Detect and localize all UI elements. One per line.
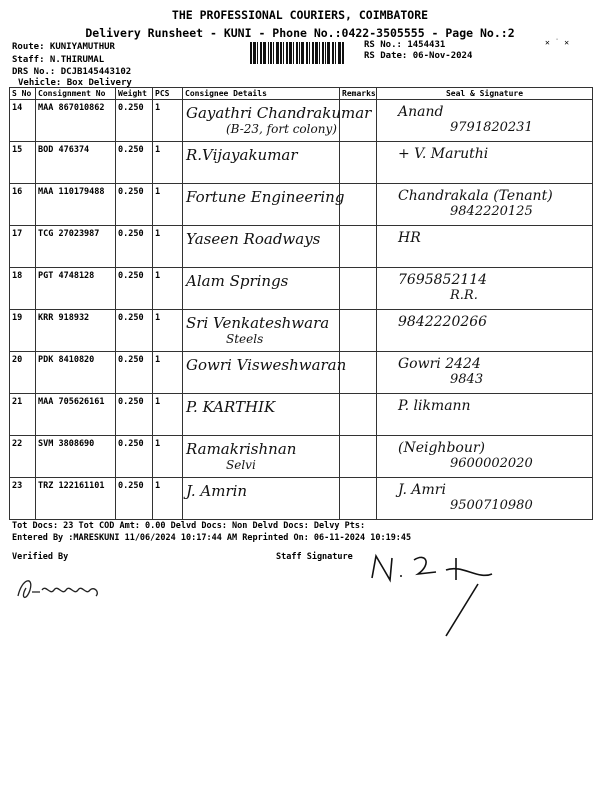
cell-consignment-no-value: PGT 4748128 — [38, 271, 95, 281]
handwritten-phone: R.R. — [450, 288, 478, 303]
cell-consignment-no-value: MAA 867010862 — [38, 103, 105, 113]
cell-pcs-value: 1 — [155, 313, 161, 323]
handwritten-consignee: Gowri Visweshwaran — [186, 356, 347, 374]
cell-weight-value: 0.250 — [118, 481, 144, 491]
cell-sno-value: 19 — [12, 313, 23, 323]
table-row — [10, 268, 593, 310]
cell-sno-value: 20 — [12, 355, 23, 365]
corner-marks: ✕ ˙ ✕ — [545, 38, 570, 47]
handwritten-consignee: Sri Venkateshwara — [186, 314, 330, 332]
cell-weight-value: 0.250 — [118, 439, 144, 449]
handwritten-signature: Chandrakala (Tenant) — [398, 188, 553, 204]
handwritten-consignee: Gayathri Chandrakumar — [186, 104, 372, 122]
handwritten-consignee: Fortune Engineering — [186, 188, 345, 206]
cell-consignment-no — [36, 184, 116, 226]
col-header-consignee: Consignee Details — [183, 88, 340, 100]
cell-sno-value: 15 — [12, 145, 23, 155]
drs-label: DRS No.: DCJB145443102 — [12, 67, 132, 77]
cell-consignment-no — [36, 226, 116, 268]
cell-pcs — [153, 100, 183, 142]
handwritten-phone: 9500710980 — [450, 498, 533, 513]
table-row — [10, 142, 593, 184]
handwritten-consignee: Yaseen Roadways — [186, 230, 321, 248]
cell-sno — [10, 142, 36, 184]
cell-weight — [116, 310, 153, 352]
col-header-signature: Seal & Signature — [377, 88, 593, 100]
rs-date: RS Date: 06-Nov-2024 — [364, 51, 473, 61]
cell-sno — [10, 352, 36, 394]
verified-signature — [12, 568, 112, 608]
cell-pcs-value: 1 — [155, 229, 161, 239]
cell-weight-value: 0.250 — [118, 397, 144, 407]
cell-consignment-no-value: TRZ 122161101 — [38, 481, 105, 491]
cell-sno — [10, 100, 36, 142]
handwritten-phone: 9843 — [450, 372, 484, 387]
handwritten-consignee: P. KARTHIK — [186, 398, 276, 416]
cell-remarks — [340, 226, 377, 268]
cell-pcs — [153, 436, 183, 478]
handwritten-consignee-line2: Selvi — [226, 458, 256, 472]
cell-pcs — [153, 310, 183, 352]
cell-remarks — [340, 478, 377, 520]
cell-sno-value: 21 — [12, 397, 23, 407]
vehicle-label: Vehicle: Box Delivery — [18, 78, 132, 88]
cell-consignment-no-value: MAA 110179488 — [38, 187, 105, 197]
cell-weight-value: 0.250 — [118, 187, 144, 197]
col-header-remarks: Remarks — [340, 88, 377, 100]
handwritten-signature: P. likmann — [398, 398, 471, 414]
runsheet-title: THE PROFESSIONAL COURIERS, COIMBATORE — [171, 8, 429, 22]
cell-pcs-value: 1 — [155, 271, 161, 281]
cell-consignment-no — [36, 478, 116, 520]
cell-remarks — [340, 310, 377, 352]
cell-consignment-no — [36, 142, 116, 184]
cell-remarks — [340, 142, 377, 184]
cell-sno-value: 16 — [12, 187, 23, 197]
cell-consignment-no — [36, 100, 116, 142]
cell-consignment-no — [36, 352, 116, 394]
cell-consignment-no — [36, 310, 116, 352]
handwritten-phone: 9791820231 — [450, 120, 533, 135]
barcode — [250, 42, 360, 64]
cell-pcs-value: 1 — [155, 397, 161, 407]
cell-consignment-no-value: BOD 476374 — [38, 145, 90, 155]
cell-weight — [116, 352, 153, 394]
cell-consignment-no — [36, 436, 116, 478]
col-header-consignment: Consignment No — [36, 88, 116, 100]
route-label: Route: KUNIYAMUTHUR — [12, 42, 115, 52]
staff-signature-label: Staff Signature — [276, 552, 353, 562]
handwritten-consignee: Alam Springs — [186, 272, 289, 290]
cell-sno — [10, 310, 36, 352]
handwritten-signature: 7695852114 — [398, 272, 488, 288]
cell-weight-value: 0.250 — [118, 229, 144, 239]
runsheet-subtitle: Delivery Runsheet - KUNI - Phone No.:0422-3505555 - Page No.:2 — [85, 26, 515, 40]
handwritten-signature: 9842220266 — [398, 314, 488, 330]
col-header-weight: Weight — [116, 88, 153, 100]
handwritten-phone: 9600002020 — [450, 456, 533, 471]
cell-pcs-value: 1 — [155, 355, 161, 365]
cell-remarks — [340, 268, 377, 310]
handwritten-consignee-line2: Steels — [226, 332, 264, 346]
cell-remarks — [340, 436, 377, 478]
cell-pcs — [153, 226, 183, 268]
totals-line: Tot Docs: 23 Tot COD Amt: 0.00 Delvd Docs: Non Delvd Docs: Delvy Pts: — [12, 521, 366, 531]
cell-consignment-no — [36, 268, 116, 310]
cell-sno — [10, 268, 36, 310]
cell-sno-value: 14 — [12, 103, 23, 113]
handwritten-signature: Anand — [398, 104, 444, 120]
cell-sno — [10, 226, 36, 268]
cell-weight — [116, 478, 153, 520]
cell-consignment-no — [36, 394, 116, 436]
handwritten-consignee: R.Vijayakumar — [186, 146, 298, 164]
cell-pcs — [153, 268, 183, 310]
cell-consignment-no-value: KRR 918932 — [38, 313, 90, 323]
cell-weight — [116, 226, 153, 268]
cell-weight-value: 0.250 — [118, 355, 144, 365]
rs-number: RS No.: 1454431 — [364, 40, 446, 50]
cell-pcs-value: 1 — [155, 187, 161, 197]
staff-label: Staff: N.THIRUMAL — [12, 55, 105, 65]
verified-by-label: Verified By — [12, 552, 69, 562]
handwritten-consignee-line2: (B-23, fort colony) — [226, 122, 337, 136]
cell-pcs — [153, 142, 183, 184]
cell-weight-value: 0.250 — [118, 145, 144, 155]
handwritten-signature: (Neighbour) — [398, 440, 486, 456]
cell-pcs-value: 1 — [155, 439, 161, 449]
handwritten-consignee: Ramakrishnan — [186, 440, 297, 458]
handwritten-signature: J. Amri — [398, 482, 446, 498]
cell-weight — [116, 436, 153, 478]
cell-weight — [116, 394, 153, 436]
cell-consignment-no-value: MAA 705626161 — [38, 397, 105, 407]
cell-remarks — [340, 184, 377, 226]
cell-consignment-no-value: SVM 3808690 — [38, 439, 95, 449]
handwritten-signature: HR — [398, 230, 421, 246]
cell-pcs — [153, 352, 183, 394]
cell-sno — [10, 184, 36, 226]
col-header-pcs: PCS — [153, 88, 183, 100]
handwritten-signature: Gowri 2424 — [398, 356, 481, 372]
cell-weight — [116, 268, 153, 310]
cell-sno-value: 22 — [12, 439, 23, 449]
table-header-row — [10, 88, 593, 100]
cell-pcs — [153, 394, 183, 436]
cell-sno-value: 18 — [12, 271, 23, 281]
cell-consignment-no-value: PDK 8410820 — [38, 355, 95, 365]
entered-by-line: Entered By :MARESKUNI 11/06/2024 10:17:44 AM Reprinted On: 06-11-2024 10:19:45 — [12, 533, 412, 543]
handwritten-phone: 9842220125 — [450, 204, 533, 219]
table-row — [10, 394, 593, 436]
handwritten-signature: + V. Maruthi — [398, 146, 489, 162]
cell-consignment-no-value: TCG 27023987 — [38, 229, 100, 239]
cell-pcs-value: 1 — [155, 145, 161, 155]
cell-sno-value: 17 — [12, 229, 23, 239]
cell-weight-value: 0.250 — [118, 103, 144, 113]
cell-weight — [116, 100, 153, 142]
cell-weight — [116, 184, 153, 226]
cell-sno — [10, 394, 36, 436]
staff-signature — [366, 550, 526, 640]
col-header-sno: S No — [10, 88, 36, 100]
cell-pcs — [153, 478, 183, 520]
cell-sno — [10, 478, 36, 520]
cell-sno-value: 23 — [12, 481, 23, 491]
cell-pcs — [153, 184, 183, 226]
cell-weight-value: 0.250 — [118, 271, 144, 281]
handwritten-consignee: J. Amrin — [186, 482, 248, 500]
cell-pcs-value: 1 — [155, 481, 161, 491]
cell-weight — [116, 142, 153, 184]
cell-remarks — [340, 394, 377, 436]
cell-weight-value: 0.250 — [118, 313, 144, 323]
cell-pcs-value: 1 — [155, 103, 161, 113]
cell-sno — [10, 436, 36, 478]
